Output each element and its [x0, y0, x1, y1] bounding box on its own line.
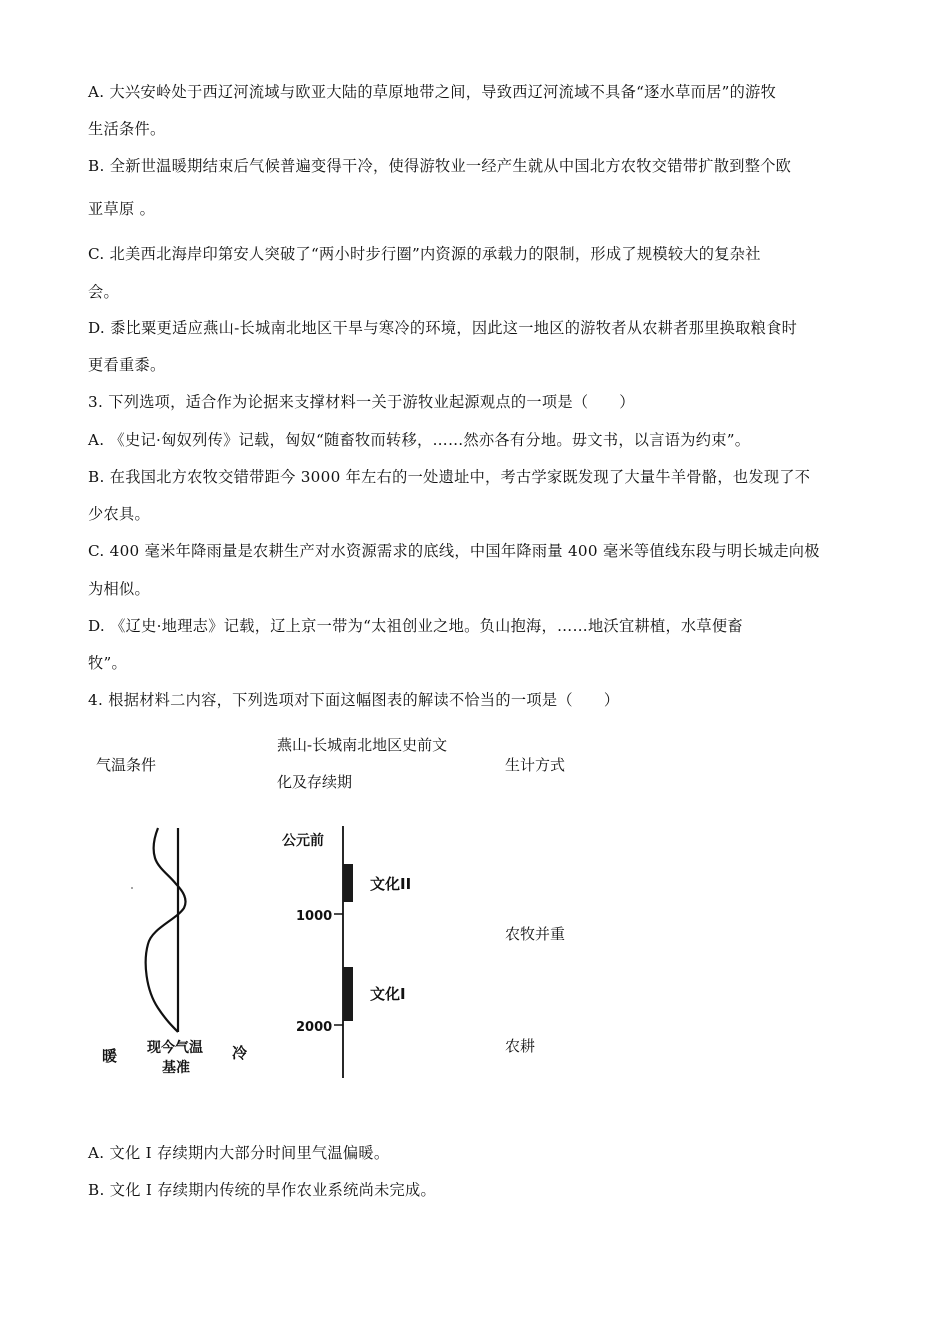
- question-4-stem: 4. 根据材料二内容，下列选项对下面这幅图表的解读不恰当的一项是（ ）: [88, 691, 620, 709]
- warm-label: 暖: [102, 1047, 118, 1065]
- text-line: 更看重黍。: [88, 356, 166, 374]
- text-line: C. 400 毫米年降雨量是农耕生产对水资源需求的底线，中国年降雨量 400 毫米等值线东段与明长城走向极: [88, 542, 820, 560]
- question-3-stem: 3. 下列选项，适合作为论据来支撑材料一关于游牧业起源观点的一项是（ ）: [88, 393, 635, 411]
- text-line: 牧”。: [88, 654, 128, 672]
- text-line: B. 在我国北方农牧交错带距今 3000 年左右的一处遗址中，考古学家既发现了大量牛羊骨骼，也发现了不: [88, 468, 811, 486]
- text-line: 生活条件。: [88, 120, 166, 138]
- tick-2000-label: 2000: [296, 1020, 333, 1035]
- text-line: 会。: [88, 283, 119, 301]
- col-header-culture-line1: 燕山-长城南北地区史前文: [277, 736, 448, 754]
- text-line: C. 北美西北海岸印第安人突破了“两小时步行圈”内资源的承载力的限制，形成了规模较大的复杂社: [88, 245, 761, 263]
- livelihood-upper: 农牧并重: [505, 925, 566, 943]
- culture1-label: 文化I: [370, 985, 406, 1003]
- baseline-label-line1: 现今气温: [147, 1040, 203, 1056]
- speck-mark: [131, 887, 133, 889]
- col-header-culture-line2: 化及存续期: [277, 773, 353, 791]
- text-line: A. 大兴安岭处于西辽河流域与欧亚大陆的草原地带之间，导致西辽河流域不具备“逐水草而居”的游牧: [88, 83, 777, 101]
- option-a: A. 文化 I 存续期内大部分时间里气温偏暖。: [88, 1144, 390, 1162]
- culture1-period-bar: [343, 967, 353, 1021]
- livelihood-lower: 农耕: [505, 1037, 536, 1055]
- culture2-period-bar: [343, 864, 353, 902]
- text-line: 亚草原 。: [88, 200, 156, 218]
- col-header-temperature: 气温条件: [96, 756, 157, 774]
- col-header-livelihood: 生计方式: [505, 756, 566, 774]
- option-b: B. 文化 I 存续期内传统的旱作农业系统尚未完成。: [88, 1181, 437, 1199]
- cold-label: 冷: [232, 1044, 248, 1062]
- text-line: 少农具。: [88, 505, 150, 523]
- baseline-label-line2: 基准: [162, 1060, 190, 1076]
- text-line: A. 《史记·匈奴列传》记载，匈奴“随畜牧而转移，……然亦各有分地。毋文书，以言语为约束”。: [88, 431, 751, 449]
- culture2-label: 文化II: [370, 875, 412, 893]
- text-line: B. 全新世温暖期结束后气候普遍变得干冷，使得游牧业一经产生就从中国北方农牧交错带扩散到整个欧: [88, 157, 792, 175]
- era-label: 公元前: [282, 833, 324, 849]
- tick-1000-label: 1000: [296, 909, 333, 924]
- temperature-curve: [146, 828, 186, 1032]
- text-line: D. 黍比粟更适应燕山-长城南北地区干旱与寒冷的环境，因此这一地区的游牧者从农耕者那里换取粮食时: [88, 319, 798, 337]
- text-line: 为相似。: [88, 580, 150, 598]
- text-line: D. 《辽史·地理志》记载，辽上京一带为“太祖创业之地。负山抱海，……地沃宜耕植，水草便畜: [88, 617, 743, 635]
